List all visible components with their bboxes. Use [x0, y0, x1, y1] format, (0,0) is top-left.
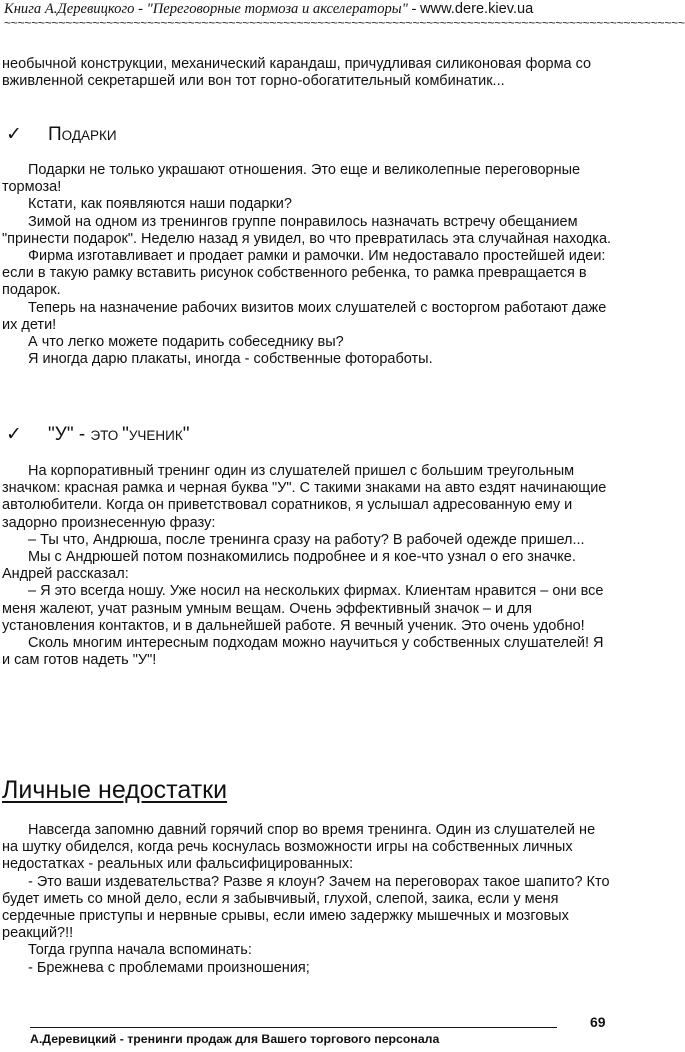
paragraph: А что легко можете подарить собеседнику вы? — [28, 334, 344, 351]
section-title — [48, 124, 117, 147]
paragraph: Фирма изготавливает и продает рамки и рамочки. Им недоставало простейшей идеи: если в такую рамку вставить рисунок собственного ребенка, то рамка превращается в подарок. — [2, 248, 606, 299]
paragraph: Кстати, как появляются наши подарки? — [28, 196, 292, 213]
footer-divider — [30, 1027, 557, 1028]
header-book-title: Книга А.Деревицкого - "Переговорные тормоза и акселераторы" - — [4, 1, 420, 17]
paragraph: На корпоративный тренинг один из слушателей пришел с большим треугольным значком: красная рамка и черная буква "У". С такими знаками на авто ездят начинающие автолюбители. Когда он приветствовал соратников, я услышал адресованную ему и задорно произнесенную фразу: — [2, 463, 607, 531]
title-part: " — [182, 424, 190, 445]
header-divider: ~~~~~~~~~~~~~~~~~~~~~~~~~~~~~~~~~~~~~~~~~~~~~~~~~~~~~~~~~~~~~~~~~~~~~~~~~~~~~~~~~~~~~~~~~~~~~~~~~~~~ — [4, 16, 685, 30]
paragraph: - Брежнева с проблемами произношения; — [28, 959, 310, 976]
section-body-student — [2, 463, 614, 669]
title-part: " — [122, 424, 129, 445]
paragraph: Подарки не только украшают отношения. Это еще и великолепные переговорные тормоза! — [2, 162, 581, 196]
section-title — [48, 424, 189, 447]
paragraph: Сколь многим интересным подходам можно научиться у собственных слушателей! Я и сам готов надеть "У"! — [2, 635, 604, 669]
paragraph: Мы с Андрюшей потом познакомились подробнее и я кое-что узнал о его значке. Андрей рассказал: — [2, 549, 576, 583]
page-number: 69 — [590, 1014, 606, 1030]
page-header — [0, 0, 685, 34]
paragraph: Я иногда дарю плакаты, иногда - собственные фотоработы. — [28, 351, 433, 368]
paragraph: - Это ваши издевательства? Разве я клоун? Зачем на переговорах такое шапито? Кто будет иметь со мной дело, если я забывчивый, глухой, слепой, заика, если у меня сердечные приступы и нервные срывы, если имею задержку мышечных и мозговых реакций?!! — [2, 873, 610, 942]
paragraph: необычной конструкции, механический карандаш, причудливая силиконовая форма со вживленной секретаршей или вон тот горно-обогатительный комбинатик... — [2, 56, 592, 90]
paragraph: Зимой на одном из тренингов группе понравилось назначать встречу обещанием "принести подарок". Неделю назад я увидел, во что превратилась эта случайная находка. — [2, 213, 612, 247]
checkmark-icon: ✓ — [6, 424, 22, 445]
title-part: ЭТО — [90, 428, 123, 443]
section-body-gifts — [2, 162, 614, 368]
title-part: ОДАРКИ — [61, 128, 117, 143]
paragraph: Навсегда запомню давний горячий спор во время тренинга. Один из слушателей не на шутку обиделся, когда речь коснулась возможности игры на собственных личных недостатках - реальных или фальсифицированных: — [2, 822, 596, 873]
paragraph: Теперь на назначение рабочих визитов моих слушателей с восторгом работают даже их дети! — [2, 299, 607, 333]
paragraph: Тогда группа начала вспоминать: — [28, 942, 252, 959]
title-part: УЧЕНИК — [128, 428, 183, 443]
checkmark-icon: ✓ — [6, 124, 22, 145]
title-part: "У" - — [48, 424, 91, 445]
chapter-title: Личные недостатки — [2, 776, 228, 804]
intro-text — [2, 56, 614, 90]
header-line — [4, 1, 533, 17]
footer-text: А.Деревицкий - тренинги продаж для Вашего торгового персонала — [30, 1032, 440, 1046]
paragraph: – Я это всегда ношу. Уже носил на нескольких фирмах. Клиентам нравится – они все меня жалеют, учат разным умным вещам. Очень эффективный значок – и для установления контактов, и в дальнейшей работе. Я вечный ученик. Это очень удобно! — [2, 583, 604, 634]
title-part: П — [48, 124, 62, 145]
chapter-body — [2, 822, 614, 977]
paragraph: – Ты что, Андрюша, после тренинга сразу на работу? В рабочей одежде пришел... — [28, 531, 585, 548]
header-url-link[interactable]: www.dere.kiev.ua — [419, 1, 534, 17]
